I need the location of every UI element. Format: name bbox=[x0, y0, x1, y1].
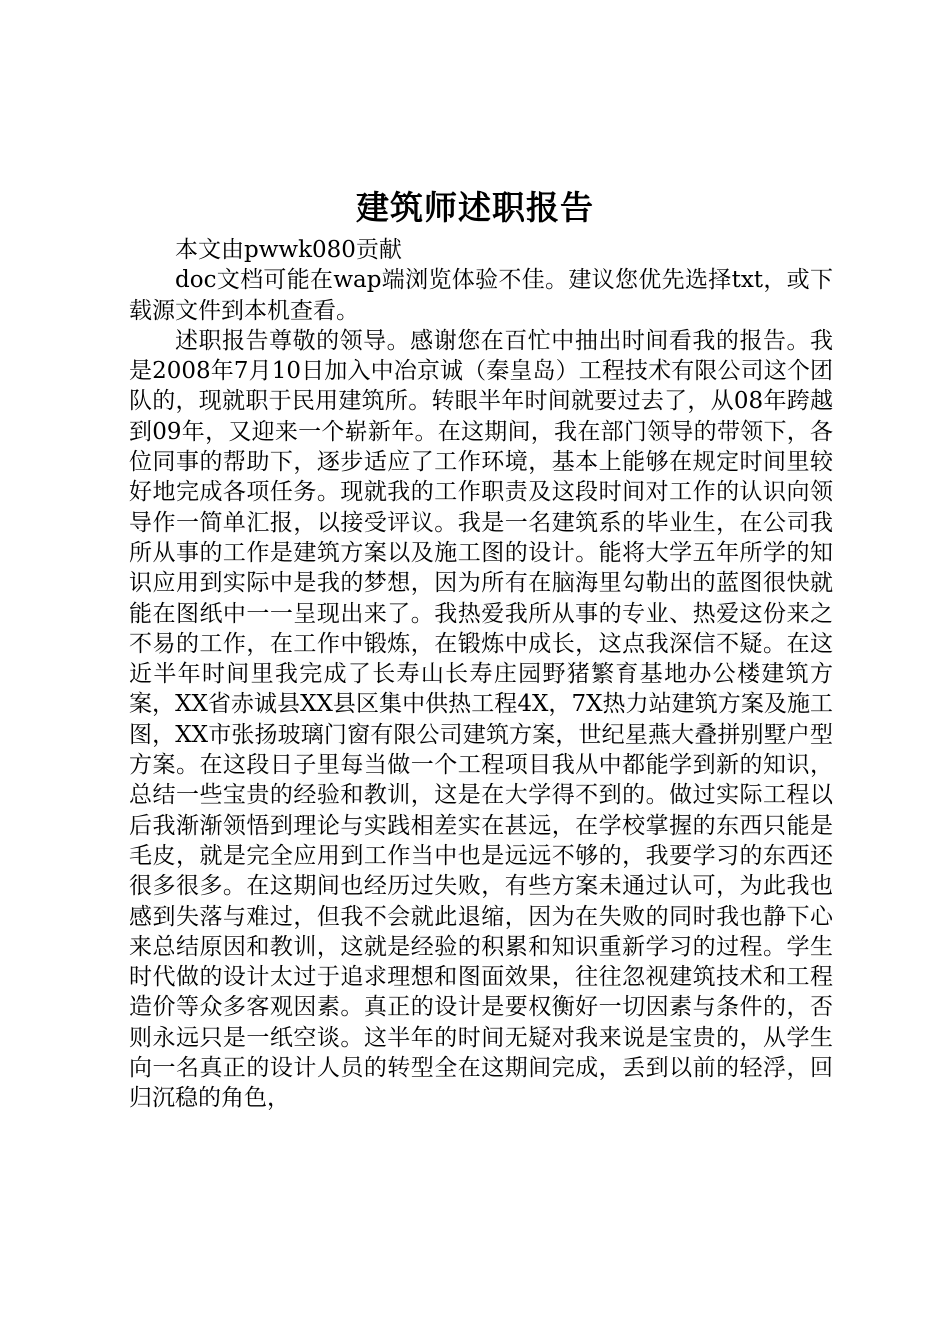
paragraph-report-body: 述职报告尊敬的领导。感谢您在百忙中抽出时间看我的报告。我是2008年7月10日加入中冶京诚（秦皇岛）工程技术有限公司这个团队的，现就职于民用建筑所。转眼半年时间就要过去了，从08年跨越到09年，又迎来一个崭新年。在这期间，我在部门领导的带领下，各位同事的帮助下，逐步适应了工作环境，基本上能够在规定时间里较好地完成各项任务。现就我的工作职责及这段时间对工作的认识向领导作一简单汇报，以接受评议。我是一名建筑系的毕业生，在公司我所从事的工作是建筑方案以及施工图的设计。能将大学五年所学的知识应用到实际中是我的梦想，因为所有在脑海里勾勒出的蓝图很快就能在图纸中一一呈现出来了。我热爱我所从事的专业、热爱这份来之不易的工作，在工作中锻炼，在锻炼中成长，这点我深信不疑。在这近半年时间里我完成了长寿山长寿庄园野猪繁育基地办公楼建筑方案，XX省赤诚县XX县区集中供热工程4X，7X热力站建筑方案及施工图，XX市张扬玻璃门窗有限公司建筑方案，世纪星燕大叠拼别墅户型方案。在这段日子里每当做一个工程项目我从中都能学到新的知识，总结一些宝贵的经验和教训，这是在大学得不到的。做过实际工程以后我渐渐领悟到理论与实践相差实在甚远，在学校掌握的东西只能是毛皮，就是完全应用到工作当中也是远远不够的，我要学习的东西还很多很多。在这期间也经历过失败，有些方案未通过认可，为此我也感到失落与难过，但我不会就此退缩，因为在失败的同时我也静下心来总结原因和教训，这就是经验的积累和知识重新学习的过程。学生时代做的设计太过于追求理想和图面效果，往往忽视建筑技术和工程造价等众多客观因素。真正的设计是要权衡好一切因素与条件的，否则永远只是一纸空谈。这半年的时间无疑对我来说是宝贵的，从学生向一名真正的设计人员的转型全在这期间完成，丢到以前的轻浮，回归沉稳的角色， bbox=[129, 327, 833, 1112]
document-title: 建筑师述职报告 bbox=[356, 188, 594, 227]
document-body bbox=[129, 235, 833, 1114]
paragraph-format-notice: doc文档可能在wap端浏览体验不佳。建议您优先选择txt，或下载源文件到本机查看。 bbox=[129, 267, 833, 324]
paragraph-contributor: 本文由pwwk080贡献 bbox=[175, 237, 402, 263]
